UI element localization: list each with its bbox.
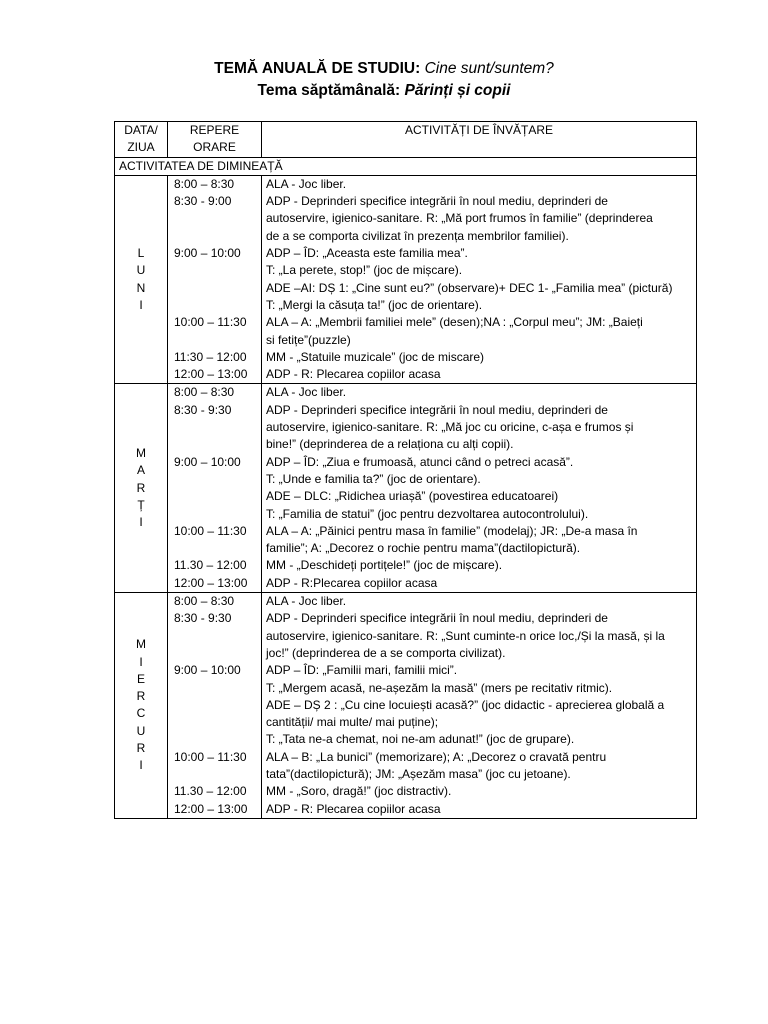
activity-line: ADP – ÎD: „Aceasta este familia mea”. [266, 246, 468, 261]
day-letter: Ț [137, 497, 145, 512]
activity-line: ALA – A: „Păinici pentru masa în familie” (modelaj); JR: „De-a masa în [266, 523, 638, 538]
header-activities-label: ACTIVITĂȚI DE ÎNVĂȚARE [404, 123, 554, 137]
activity-line: ADP - Deprinderi specifice integrării în noul mediu, deprinderi de [266, 402, 608, 417]
activity-line: autoservire, igienico-sanitare. R: „Sunt cuminte-n orice loc,/Și la masă, și la [266, 628, 665, 643]
day-letter: N [136, 280, 146, 295]
activity-line: familie”; A: „Decorez o rochie pentru mama”(dactilopictură). [266, 541, 581, 556]
time-slot [174, 488, 257, 505]
activity-line: T: „Mergi la căsuța ta!” (joc de orientare). [266, 297, 483, 312]
time-slot [174, 714, 257, 731]
time-slot: 8:00 – 8:30 [174, 385, 235, 400]
activity-line: ALA - Joc liber. [266, 594, 347, 609]
day-letter: A [136, 463, 145, 478]
time-slot: 8:30 - 9:30 [174, 402, 232, 417]
time-slot [174, 680, 257, 697]
day-letters-wednesday [115, 593, 168, 819]
activity-line: MM - „Soro, dragă!” (joc distractiv). [266, 784, 452, 799]
day-letter: C [136, 706, 146, 721]
day-letter: I [139, 758, 143, 773]
activity-line: bine!” (deprinderea de a relaționa cu alți copii). [266, 437, 514, 452]
activity-line: autoservire, igienico-sanitare. R: „Mă joc cu oricine, c-așa e frumos și [266, 420, 634, 435]
activity-line: cantității/ mai multe/ mai puține); [266, 715, 439, 730]
time-slot [174, 731, 257, 748]
activity-line: T: „Tata ne-a chemat, noi ne-am adunat!” (joc de grupare). [266, 732, 575, 747]
time-slot: 12:00 – 13:00 [174, 575, 248, 590]
time-slot: 10:00 – 11:30 [174, 315, 247, 330]
activity-line: tata”(dactilopictură); JM: „Așezăm masa” (joc cu jetoane). [266, 766, 571, 781]
header-activities [262, 122, 697, 158]
activity-line: T: „Unde e familia ta?” (joc de orientare). [266, 471, 481, 486]
activity-line: ALA - Joc liber. [266, 176, 347, 191]
time-slot: 12:00 – 13:00 [174, 801, 248, 816]
day-letter: U [136, 263, 146, 278]
activity-line: ADP - Deprinderi specifice integrării în noul mediu, deprinderi de [266, 194, 608, 209]
activity-line: ADP - R: Plecarea copiilor acasa [266, 801, 441, 816]
time-slots-tuesday [168, 384, 262, 593]
weekly-theme-label: Tema săptămânală: [257, 82, 405, 99]
activities-monday [262, 175, 697, 384]
activity-line: ALA - Joc liber. [266, 385, 347, 400]
activity-line: ADP – ÎD: „Familii mari, familii mici”. [266, 663, 458, 678]
time-slot [174, 697, 257, 714]
header-repere-label: REPERE [189, 123, 240, 137]
activity-line: ADE –AI: DȘ 1: „Cine sunt eu?” (observare)+ DEC 1- „Familia mea” (pictură) [266, 280, 673, 295]
day-letters-monday [115, 175, 168, 384]
time-slot [174, 645, 257, 662]
day-letter: I [139, 297, 143, 312]
table-row-day-monday [115, 175, 697, 384]
time-slot [174, 280, 257, 297]
day-letters-tuesday [115, 384, 168, 593]
time-slot [174, 628, 257, 645]
time-slot [174, 506, 257, 523]
activity-line: T: „Familia de statui” (joc pentru dezvoltarea autocontrolului). [266, 506, 589, 521]
header-orare-label: ORARE [193, 140, 236, 155]
activity-line: de a se comporta civilizat în prezența membrilor familiei). [266, 228, 569, 243]
activities-wednesday [262, 593, 697, 819]
time-slot: 10:00 – 11:30 [174, 749, 247, 764]
time-slot [174, 436, 257, 453]
annual-theme-label: TEMĂ ANUALĂ DE STUDIU [214, 60, 416, 77]
time-slot [174, 540, 257, 557]
time-slot: 11:30 – 12:00 [174, 349, 247, 364]
activity-line: ALA – B: „La bunici” (memorizare); A: „Decorez o cravată pentru [266, 749, 607, 764]
table-row-day-wednesday [115, 593, 697, 819]
time-slot: 9:00 – 10:00 [174, 246, 241, 261]
day-letter: R [136, 741, 146, 756]
day-letter: M [136, 637, 146, 652]
header-time-slots [168, 122, 262, 158]
time-slot: 9:00 – 10:00 [174, 454, 241, 469]
time-slot: 8:00 – 8:30 [174, 176, 235, 191]
day-letter: R [136, 480, 146, 495]
annual-theme-sep: : [415, 60, 425, 77]
day-letter: I [139, 654, 143, 669]
header-date-day [115, 122, 168, 158]
activity-line: ALA – A: „Membrii familiei mele” (desen);NA : „Corpul meu”; JM: „Baieți [266, 315, 643, 330]
time-slot [174, 210, 257, 227]
document-titles [0, 58, 768, 102]
day-letter: I [139, 515, 143, 530]
activity-line: ADP - R: Plecarea copiilor acasa [266, 367, 441, 382]
day-letter: M [136, 445, 146, 460]
section-row [115, 157, 697, 175]
activity-line: joc!” (deprinderea de a se comporta civilizat). [266, 645, 506, 660]
annual-theme-title [0, 58, 768, 80]
day-letter: R [136, 689, 146, 704]
time-slot: 8:30 - 9:30 [174, 611, 232, 626]
annual-theme-value: Cine sunt/suntem? [424, 60, 554, 77]
weekly-theme-title [0, 80, 768, 102]
section-label: ACTIVITATEA DE DIMINEAȚĂ [115, 157, 697, 175]
activity-line: MM - „Deschideți portițele!” (joc de mișcare). [266, 558, 503, 573]
time-slot [174, 419, 257, 436]
activities-tuesday [262, 384, 697, 593]
time-slot: 12:00 – 13:00 [174, 367, 248, 382]
schedule-table [114, 121, 697, 819]
table-header-row [115, 122, 697, 158]
activity-line: T: „La perete, stop!” (joc de mișcare). [266, 263, 463, 278]
activity-line: si fetițe”(puzzle) [266, 332, 351, 347]
table-row-day-tuesday [115, 384, 697, 593]
time-slot: 11.30 – 12:00 [174, 784, 247, 799]
time-slots-wednesday [168, 593, 262, 819]
activity-line: ADP - R:Plecarea copiilor acasa [266, 575, 438, 590]
activity-line: MM - „Statuile muzicale” (joc de miscare) [266, 349, 485, 364]
day-letter: U [136, 723, 146, 738]
header-date-label: DATA/ [124, 123, 158, 137]
time-slots-monday [168, 175, 262, 384]
day-letter: E [136, 671, 145, 686]
time-slot: 8:00 – 8:30 [174, 594, 235, 609]
time-slot: 8:30 - 9:00 [174, 194, 232, 209]
activity-line: ADP - Deprinderi specifice integrării în noul mediu, deprinderi de [266, 611, 608, 626]
time-slot: 11.30 – 12:00 [174, 558, 247, 573]
time-slot [174, 471, 257, 488]
time-slot [174, 332, 257, 349]
time-slot [174, 297, 257, 314]
activity-line: ADE – DȘ 2 : „Cu cine locuiești acasă?” (joc didactic - aprecierea globală a [266, 697, 665, 712]
activity-line: ADE – DLC: „Ridichea uriașă” (povestirea educatoarei) [266, 489, 559, 504]
time-slot [174, 262, 257, 279]
time-slot [174, 766, 257, 783]
time-slot [174, 228, 257, 245]
day-letter: L [137, 246, 145, 261]
weekly-theme-value: Părinți și copii [404, 82, 511, 99]
header-day-label: ZIUA [127, 140, 155, 155]
time-slot: 9:00 – 10:00 [174, 663, 241, 678]
activity-line: autoservire, igienico-sanitare. R: „Mă port frumos în familie” (deprinderea [266, 211, 653, 226]
activity-line: T: „Mergem acasă, ne-așezăm la masă” (mers pe recitativ ritmic). [266, 680, 613, 695]
activity-line: ADP – ÎD: „Ziua e frumoasă, atunci când o petreci acasă”. [266, 454, 574, 469]
time-slot: 10:00 – 11:30 [174, 523, 247, 538]
